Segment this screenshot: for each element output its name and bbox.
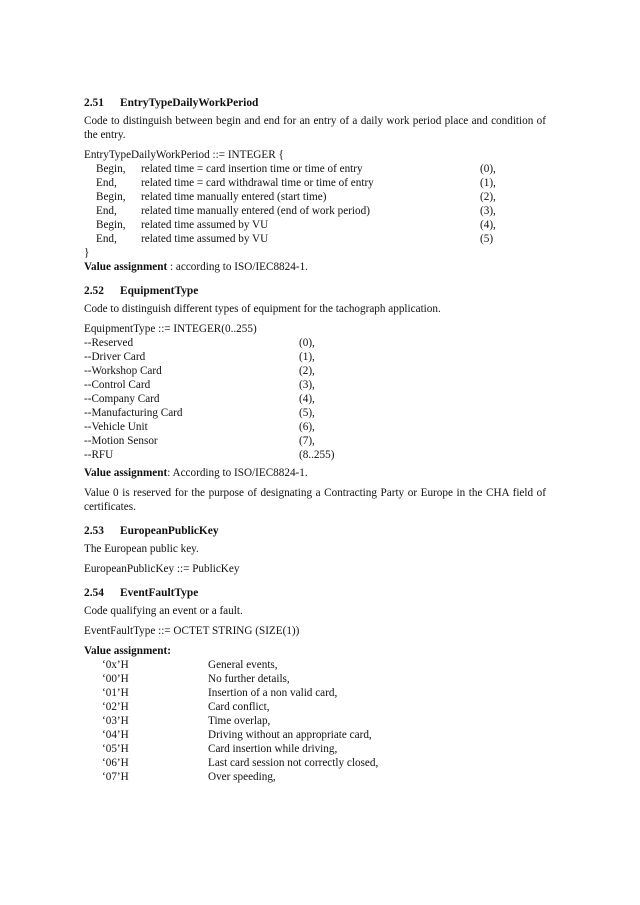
section-number: 2.52 [84, 285, 104, 297]
section-title: EntryTypeDailyWorkPeriod [120, 97, 259, 109]
section-title: EquipmentType [120, 285, 199, 297]
equipment-name: --Driver Card [84, 351, 146, 363]
value-assignment [84, 466, 546, 480]
enum-value: (0), [480, 163, 496, 175]
event-code: ‘02’H [102, 701, 129, 713]
document-page [84, 96, 546, 784]
event-code-desc: General events, [208, 659, 278, 671]
enum-value: (2), [480, 191, 496, 203]
event-code-desc: Time overlap, [208, 715, 271, 727]
event-code-desc: Last card session not correctly closed, [208, 757, 379, 769]
event-code-desc: No further details, [208, 673, 290, 685]
event-code: ‘04’H [102, 729, 129, 741]
enum-row [84, 218, 546, 232]
value-assignment-label: Value assignment [84, 467, 168, 479]
enum-kind: End, [96, 177, 117, 189]
equipment-row [84, 350, 546, 364]
section-title: EventFaultType [120, 587, 199, 599]
enum-desc: related time manually entered (start time) [141, 191, 327, 203]
equipment-value: (4), [299, 393, 315, 405]
enum-row [84, 232, 546, 246]
enum-desc: related time = card insertion time or time of entry [141, 163, 363, 175]
equipment-row [84, 434, 546, 448]
equipment-value: (8..255) [299, 449, 335, 461]
event-code-row [84, 686, 546, 700]
enum-row [84, 190, 546, 204]
asn1-definition-open: EntryTypeDailyWorkPeriod ::= INTEGER { [84, 149, 284, 161]
event-code-row [84, 700, 546, 714]
enum-desc: related time = card withdrawal time or time of entry [141, 177, 374, 189]
event-code-row [84, 770, 546, 784]
enum-desc: related time assumed by VU [141, 219, 269, 231]
event-code: ‘06’H [102, 757, 129, 769]
value-assignment-label: Value assignment: [84, 645, 171, 657]
asn1-definition-close: } [84, 247, 90, 259]
equipment-row [84, 406, 546, 420]
equipment-row [84, 378, 546, 392]
event-code: ‘0x’H [102, 659, 129, 671]
section-title: EuropeanPublicKey [120, 525, 219, 537]
enum-desc: related time assumed by VU [141, 233, 269, 245]
equipment-name: --Reserved [84, 337, 134, 349]
equipment-row [84, 420, 546, 434]
section-number: 2.51 [84, 97, 104, 109]
event-code-row [84, 672, 546, 686]
event-code-desc: Card insertion while driving, [208, 743, 338, 755]
enum-row [84, 204, 546, 218]
event-code: ‘03’H [102, 715, 129, 727]
enum-kind: Begin, [96, 163, 126, 175]
event-code-row [84, 714, 546, 728]
equipment-name: --RFU [84, 449, 114, 461]
enum-kind: End, [96, 233, 117, 245]
event-code: ‘00’H [102, 673, 129, 685]
asn1-definition: EquipmentType ::= INTEGER(0..255) [84, 323, 257, 335]
enum-row [84, 176, 546, 190]
event-code: ‘05’H [102, 743, 129, 755]
equipment-name: --Company Card [84, 393, 160, 405]
equipment-name: --Control Card [84, 379, 151, 391]
section-number: 2.54 [84, 587, 104, 599]
enum-row [84, 162, 546, 176]
equipment-value: (6), [299, 421, 315, 433]
equipment-value: (5), [299, 407, 315, 419]
event-code-desc: Driving without an appropriate card, [208, 729, 372, 741]
section-number: 2.53 [84, 525, 104, 537]
event-code-desc: Over speeding, [208, 771, 276, 783]
section-description: Code qualifying an event or a fault. [84, 605, 243, 617]
enum-value: (1), [480, 177, 496, 189]
equipment-value: (3), [299, 379, 315, 391]
event-code: ‘01’H [102, 687, 129, 699]
event-code: ‘07’H [102, 771, 129, 783]
enum-value: (3), [480, 205, 496, 217]
equipment-row [84, 364, 546, 378]
section-heading [84, 284, 546, 298]
value-assignment-text: : according to ISO/IEC8824-1. [167, 261, 308, 273]
equipment-value: (0), [299, 337, 315, 349]
section-description: Code to distinguish between begin and end for an entry of a daily work period place and condition of the entry. [84, 115, 546, 141]
enum-value: (5) [480, 233, 494, 245]
event-code-desc: Insertion of a non valid card, [208, 687, 338, 699]
equipment-list [84, 336, 546, 462]
section-description: The European public key. [84, 543, 199, 555]
equipment-name: --Manufacturing Card [84, 407, 183, 419]
enum-desc: related time manually entered (end of work period) [141, 205, 370, 217]
value-assignment-text: : According to ISO/IEC8824-1. [167, 467, 308, 479]
enum-kind: Begin, [96, 219, 126, 231]
equipment-row [84, 448, 546, 462]
section-note: Value 0 is reserved for the purpose of designating a Contracting Party or Europe in the CHA field of certificates. [84, 487, 546, 513]
equipment-name: --Motion Sensor [84, 435, 158, 447]
value-assignment [84, 260, 546, 274]
section-heading [84, 586, 546, 600]
section-description: Code to distinguish different types of equipment for the tachograph application. [84, 303, 441, 315]
value-assignment-label: Value assignment [84, 261, 168, 273]
asn1-definition: EventFaultType ::= OCTET STRING (SIZE(1)) [84, 625, 300, 637]
equipment-value: (2), [299, 365, 315, 377]
equipment-name: --Vehicle Unit [84, 421, 148, 433]
equipment-row [84, 392, 546, 406]
section-heading [84, 96, 546, 110]
event-code-list [84, 658, 546, 784]
event-code-desc: Card conflict, [208, 701, 270, 713]
equipment-value: (1), [299, 351, 315, 363]
event-code-row [84, 728, 546, 742]
equipment-name: --Workshop Card [84, 365, 162, 377]
section-heading [84, 524, 546, 538]
equipment-value: (7), [299, 435, 315, 447]
enum-kind: Begin, [96, 191, 126, 203]
event-code-row [84, 658, 546, 672]
event-code-row [84, 742, 546, 756]
enum-kind: End, [96, 205, 117, 217]
enum-list [84, 162, 546, 246]
enum-value: (4), [480, 219, 496, 231]
asn1-definition: EuropeanPublicKey ::= PublicKey [84, 563, 240, 575]
event-code-row [84, 756, 546, 770]
equipment-row [84, 336, 546, 350]
